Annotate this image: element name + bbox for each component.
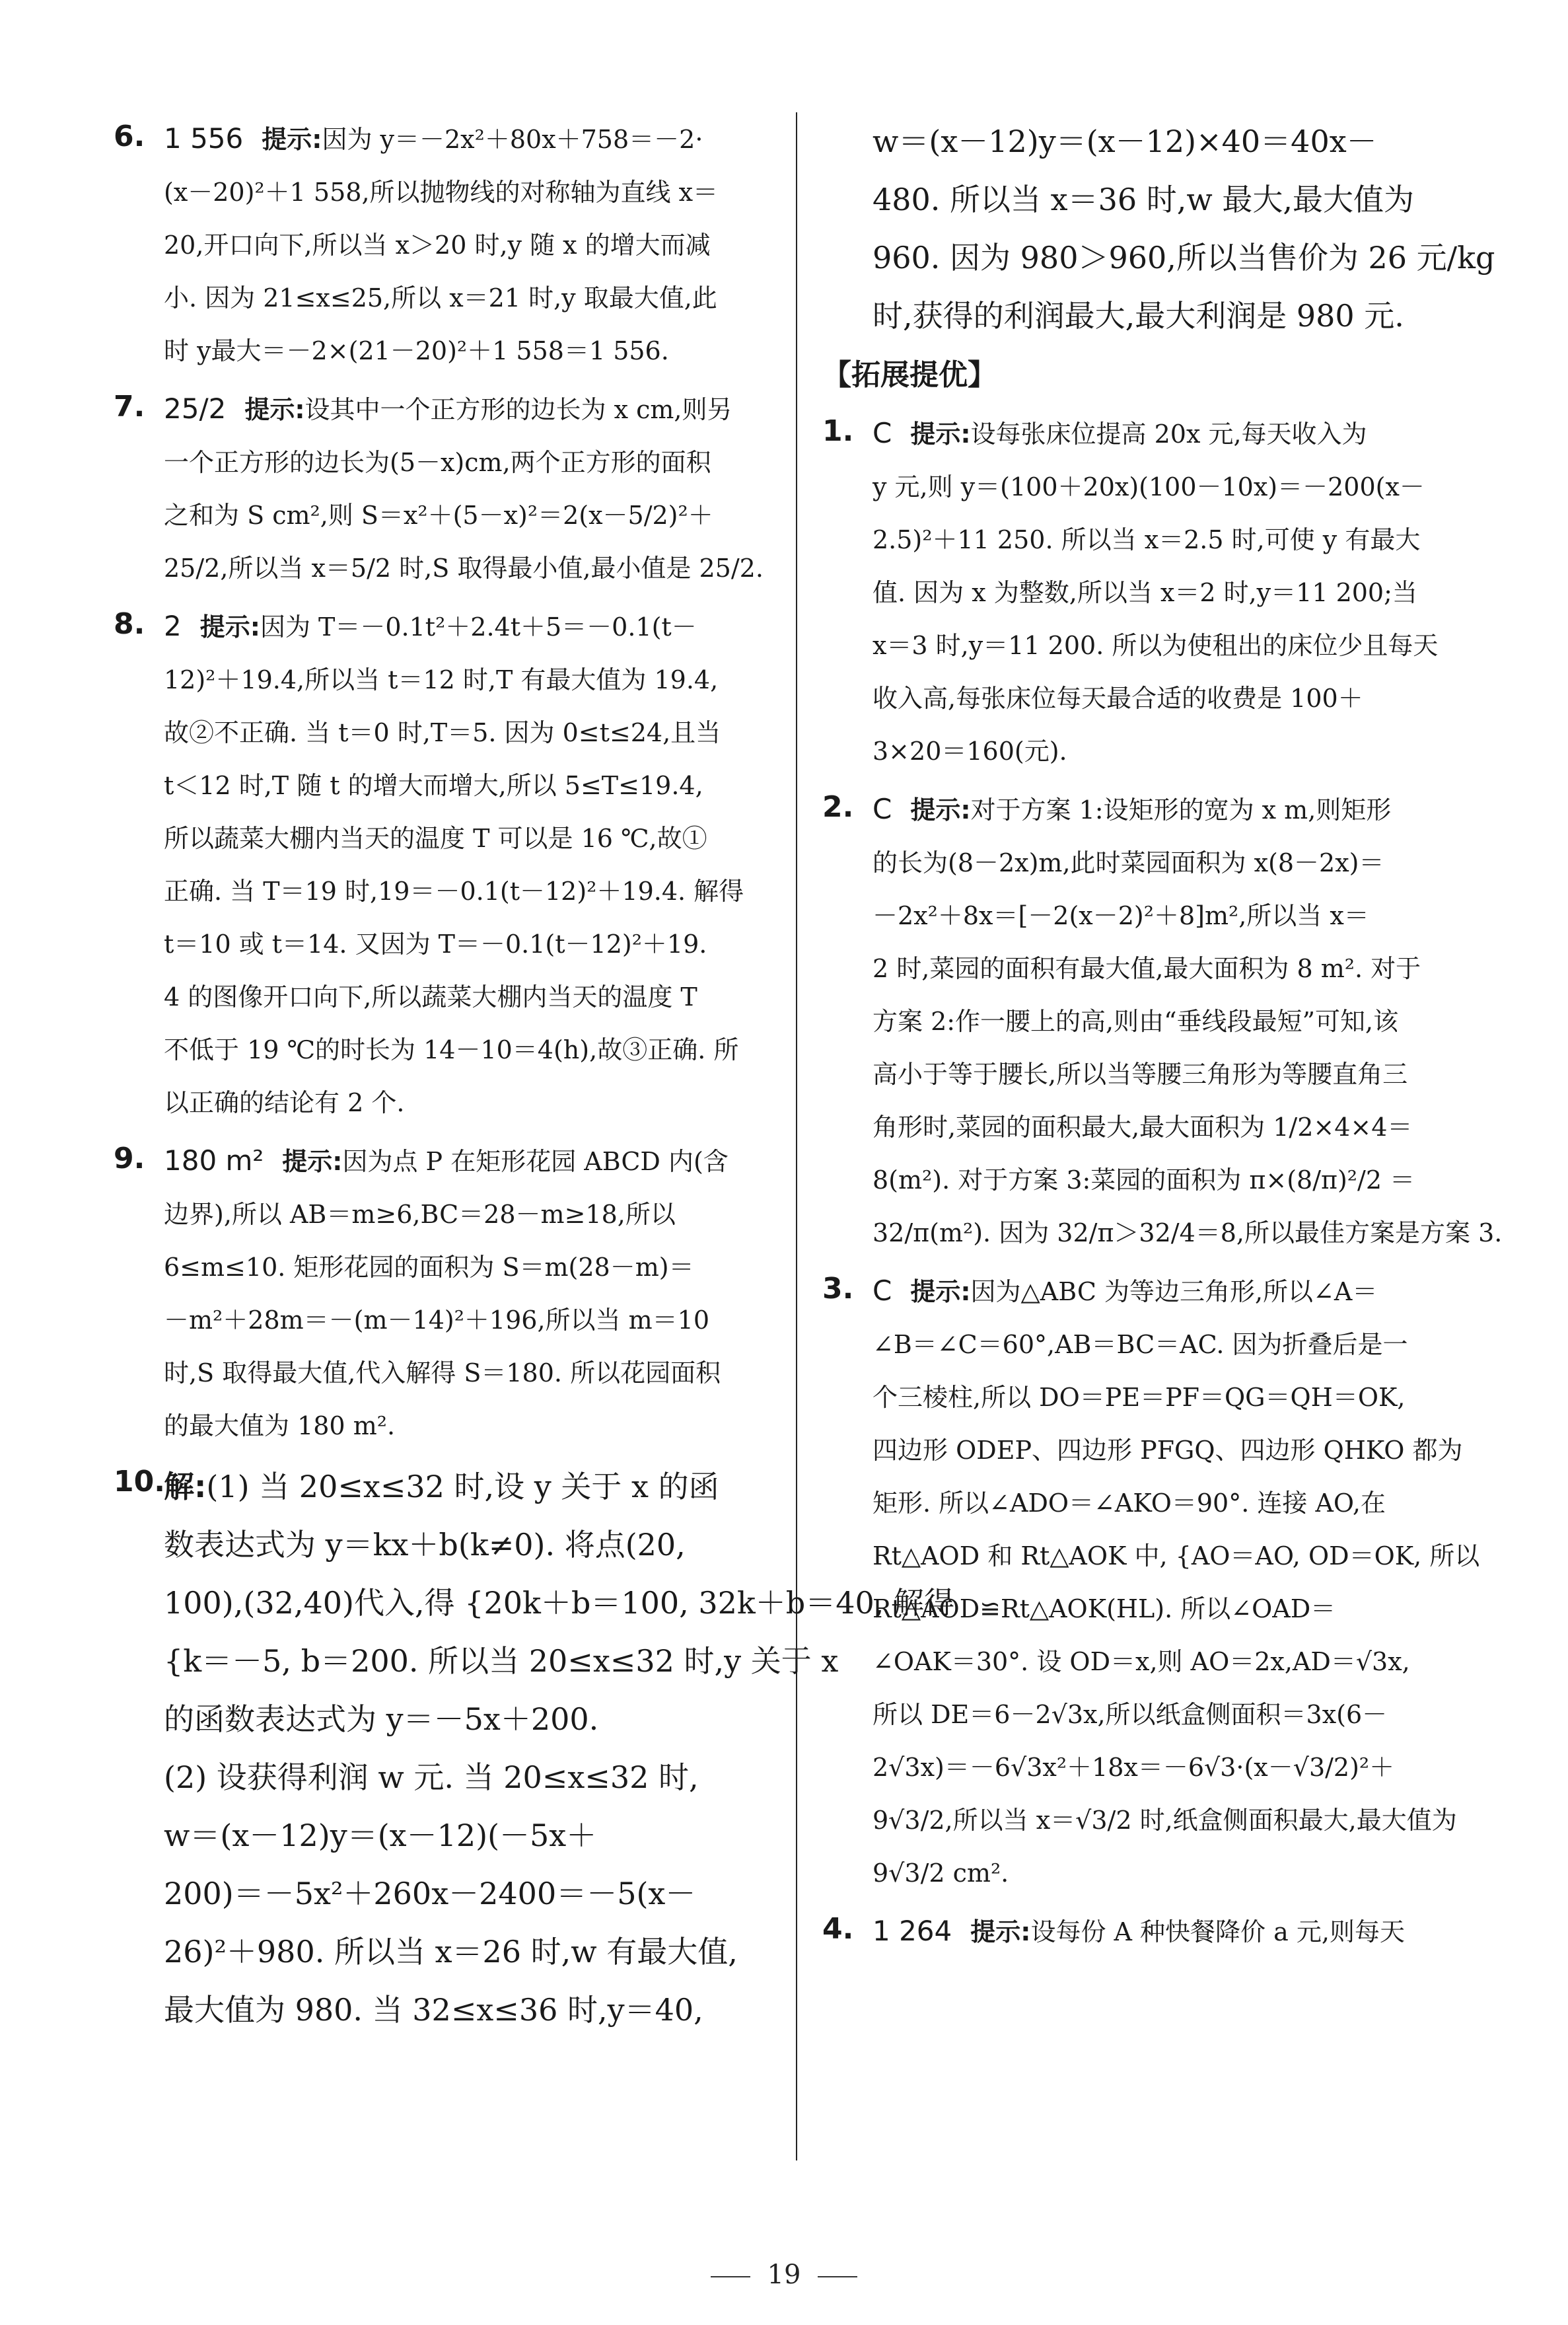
line-text: 8(m²). 对于方案 3:菜园的面积为 π×(8/π)²/2 ＝ [873, 1165, 1415, 1195]
answer-line [873, 1424, 1486, 1477]
line-text: x＝3 时,y＝11 200. 所以为使租出的床位少且每天 [873, 631, 1439, 660]
answer-line [873, 942, 1486, 995]
line-text: 20,开口向下,所以当 x＞20 时,y 随 x 的增大而减 [164, 231, 711, 260]
hint-label: 提示: [910, 420, 971, 449]
answer-line [873, 1635, 1486, 1688]
line-text: 4 的图像开口向下,所以蔬菜大棚内当天的温度 T [164, 982, 697, 1012]
line-text: 小. 因为 21≤x≤25,所以 x＝21 时,y 取最大值,此 [164, 283, 717, 313]
answer-line [873, 619, 1486, 672]
answer-item [114, 1134, 767, 1452]
answer-line [164, 1294, 767, 1347]
answer-line [873, 672, 1486, 725]
answer-item [822, 1265, 1486, 1900]
answer-line [873, 889, 1486, 942]
line-text: t＝10 或 t＝14. 又因为 T＝－0.1(t－12)²＋19. [164, 930, 707, 959]
answer-line [873, 1530, 1486, 1582]
item-number: 4. [822, 1912, 854, 1946]
right-column [822, 112, 1503, 1964]
line-text: 所以蔬菜大棚内当天的温度 T 可以是 16 ℃,故① [164, 824, 707, 853]
line-text: (2) 设获得利润 w 元. 当 20≤x≤32 时, [164, 1759, 699, 1795]
line-text: 四边形 ODEP、四边形 PFGQ、四边形 QHKO 都为 [873, 1436, 1463, 1465]
line-text: 9√3/2,所以当 x＝√3/2 时,纸盒侧面积最大,最大值为 [873, 1806, 1457, 1835]
line-text: 时 y最大＝－2×(21－20)²＋1 558＝1 556. [164, 336, 669, 365]
answer-line [873, 1206, 1503, 1259]
line-text: {k＝－5, b＝200. 所以当 20≤x≤32 时,y 关于 x [164, 1643, 839, 1679]
line-text: 值. 因为 x 为整数,所以当 x＝2 时,y＝11 200;当 [873, 578, 1417, 607]
page-footer [0, 2260, 1568, 2290]
answer-item [822, 407, 1486, 778]
answer-line [873, 566, 1486, 619]
line-text: 设每份 A 种快餐降价 a 元,则每天 [1030, 1917, 1405, 1946]
line-text: 一个正方形的边长为(5－x)cm,两个正方形的面积 [164, 448, 711, 477]
answer-line [164, 219, 767, 272]
answer-line [164, 1690, 767, 1748]
answer-line [164, 324, 767, 377]
answer-line [164, 1023, 767, 1076]
line-text: 因为△ABC 为等边三角形,所以∠A＝ [970, 1277, 1378, 1306]
line-text: 设每张床位提高 20x 元,每天收入为 [970, 420, 1367, 449]
line-text: 100),(32,40)代入,得 {20k＋b＝100, 32k＋b＝40, 解得 [164, 1585, 954, 1621]
line-text: 角形时,菜园的面积最大,最大面积为 1/2×4×4＝ [873, 1113, 1413, 1142]
line-text: 2√3x)＝－6√3x²＋18x＝－6√3·(x－√3/2)²＋ [873, 1753, 1395, 1782]
answer-line: 时,获得的利润最大,最大利润是 980 元. [873, 298, 1404, 334]
footer-dash-right [818, 2276, 857, 2277]
line-text: 正确. 当 T＝19 时,19＝－0.1(t－12)²＋19.4. 解得 [164, 877, 744, 906]
line-text: 收入高,每张床位每天最合适的收费是 100＋ [873, 684, 1363, 713]
answer-line [873, 1794, 1486, 1847]
line-text: 的函数表达式为 y＝－5x＋200. [164, 1701, 599, 1737]
line-text: 个三棱柱,所以 DO＝PE＝PF＝QG＝QH＝OK, [873, 1383, 1406, 1412]
answer-line [164, 436, 767, 489]
line-text: 之和为 S cm²,则 S＝x²＋(5－x)²＝2(x－5/2)²＋ [164, 501, 713, 530]
line-text: 25/2,所以当 x＝5/2 时,S 取得最小值,最小值是 25/2. [164, 554, 764, 583]
item-number: 9. [114, 1142, 145, 1175]
line-text: 的最大值为 180 m². [164, 1411, 396, 1440]
answer-line [164, 542, 767, 595]
answer-value: C [873, 1274, 892, 1307]
answer-line [873, 1582, 1486, 1635]
line-text: 矩形. 所以∠ADO＝∠AKO＝90°. 连接 AO,在 [873, 1489, 1386, 1518]
answer-line [164, 918, 767, 971]
answer-line [873, 1318, 1486, 1371]
answer-line [164, 1458, 767, 1516]
answer-line [873, 836, 1486, 889]
line-text: 12)²＋19.4,所以当 t＝12 时,T 有最大值为 19.4, [164, 665, 719, 694]
answer-line [873, 1048, 1486, 1101]
line-text: 不低于 19 ℃的时长为 14－10＝4(h),故③正确. 所 [164, 1035, 739, 1064]
item-number: 10. [114, 1465, 165, 1498]
answer-item [114, 112, 767, 377]
answer-line [873, 1905, 1486, 1958]
continued-solution [822, 112, 1495, 345]
answer-line [164, 272, 767, 324]
answer-line [873, 513, 1486, 566]
answer-value: C [873, 793, 892, 825]
answer-value: 25/2 [164, 392, 227, 425]
answer-line [164, 112, 767, 166]
line-text: 的长为(8－2x)m,此时菜园面积为 x(8－2x)＝ [873, 848, 1384, 877]
answer-line [164, 1399, 767, 1452]
line-text: ∠OAK＝30°. 设 OD＝x,则 AO＝2x,AD＝√3x, [873, 1647, 1410, 1676]
answer-line [873, 995, 1486, 1048]
hint-label: 提示: [199, 612, 260, 642]
line-text: 故②不正确. 当 t＝0 时,T＝5. 因为 0≤t≤24,且当 [164, 718, 721, 747]
answer-line [873, 1688, 1486, 1741]
line-text: 以正确的结论有 2 个. [164, 1088, 405, 1117]
answer-value: 1 264 [873, 1915, 952, 1947]
line-text: 9√3/2 cm². [873, 1859, 1009, 1888]
answer-line [873, 1154, 1486, 1206]
answer-value: 2 [164, 610, 182, 642]
answer-line [164, 865, 767, 918]
answer-line [164, 1188, 767, 1241]
line-text: 所以 DE＝6－2√3x,所以纸盒侧面积＝3x(6－ [873, 1700, 1388, 1729]
answer-line [164, 759, 767, 812]
answer-line [164, 1748, 767, 1806]
answer-value: 1 556 [164, 122, 244, 155]
item-number: 6. [114, 120, 145, 153]
hint-label: 提示: [910, 795, 971, 825]
hint-label: 提示: [262, 125, 322, 154]
line-text: 200)＝－5x²＋260x－2400＝－5(x－ [164, 1876, 696, 1911]
line-text: －m²＋28m＝－(m－14)²＋196,所以当 m＝10 [164, 1306, 710, 1335]
answer-line [164, 489, 767, 542]
line-text: 26)²＋980. 所以当 x＝26 时,w 有最大值, [164, 1934, 738, 1970]
answer-item [114, 383, 767, 595]
answer-line [164, 1516, 767, 1574]
answer-line [873, 1265, 1486, 1318]
line-text: 设其中一个正方形的边长为 x cm,则另 [304, 395, 732, 424]
answer-line [873, 1477, 1486, 1530]
answer-line [164, 600, 767, 653]
answer-item [114, 600, 767, 1129]
answer-line [164, 1632, 839, 1690]
answer-line [164, 383, 767, 436]
line-text: t＜12 时,T 随 t 的增大而增大,所以 5≤T≤19.4, [164, 771, 703, 800]
answer-line [873, 1741, 1486, 1794]
hint-label: 提示: [910, 1277, 971, 1306]
line-text: 因为点 P 在矩形花园 ABCD 内(含 [342, 1147, 729, 1176]
hint-label: 提示: [970, 1917, 1031, 1946]
line-text: 时,S 取得最大值,代入解得 S＝180. 所以花园面积 [164, 1358, 721, 1387]
answer-line: w＝(x－12)y＝(x－12)×40＝40x－ [873, 124, 1377, 159]
line-text: 方案 2:作一腰上的高,则由“垂线段最短”可知,该 [873, 1007, 1399, 1036]
answer-line [164, 653, 767, 706]
line-text: 边界),所以 AB＝m≥6,BC＝28－m≥18,所以 [164, 1200, 676, 1229]
line-text: 3×20＝160(元). [873, 737, 1067, 766]
line-text: 对于方案 1:设矩形的宽为 x m,则矩形 [970, 795, 1392, 825]
answer-line [164, 1076, 767, 1129]
answer-line [164, 971, 767, 1023]
line-text: 最大值为 980. 当 32≤x≤36 时,y＝40, [164, 1992, 703, 2028]
answer-line [164, 1134, 767, 1188]
line-text: Rt△AOD≌Rt△AOK(HL). 所以∠OAD＝ [873, 1594, 1336, 1623]
item-number: 1. [822, 414, 854, 448]
line-text: y 元,则 y＝(100＋20x)(100－10x)＝－200(x－ [873, 472, 1425, 501]
answer-item [822, 1905, 1486, 1958]
answer-line [164, 1347, 767, 1399]
footer-dash-left [711, 2276, 750, 2277]
page-number: 19 [767, 2260, 801, 2290]
answer-line [164, 1574, 954, 1632]
answer-line [164, 1806, 767, 1864]
answer-item [822, 783, 1503, 1259]
answer-line [164, 1923, 767, 1981]
section-title: 【拓展提优】 [822, 358, 997, 392]
line-text: Rt△AOD 和 Rt△AOK 中, {AO＝AO, OD＝OK, 所以 [873, 1541, 1480, 1570]
line-text: w＝(x－12)y＝(x－12)(－5x＋ [164, 1818, 597, 1853]
answer-line [164, 706, 767, 759]
solution-label: 解: [164, 1469, 207, 1504]
line-text: ∠B＝∠C＝60°,AB＝BC＝AC. 因为折叠后是一 [873, 1330, 1408, 1359]
answer-line [164, 1864, 767, 1923]
item-number: 8. [114, 607, 145, 641]
answer-line [873, 1101, 1486, 1154]
answer-line [873, 407, 1486, 461]
line-text: －2x²＋8x＝[－2(x－2)²＋8]m²,所以当 x＝ [873, 901, 1369, 930]
answer-value: C [873, 417, 892, 449]
hint-label: 提示: [282, 1147, 343, 1176]
item-number: 3. [822, 1272, 854, 1306]
answer-line [873, 461, 1486, 513]
answer-line: 960. 因为 980＞960,所以当售价为 26 元/kg [873, 240, 1495, 276]
answer-line: 480. 所以当 x＝36 时,w 最大,最大值为 [873, 182, 1415, 217]
answer-line [873, 1847, 1486, 1900]
answer-line [164, 1981, 767, 2039]
line-text: 高小于等于腰长,所以当等腰三角形为等腰直角三 [873, 1060, 1408, 1089]
hint-label: 提示: [244, 395, 305, 424]
answer-line [164, 166, 767, 219]
line-text: 数表达式为 y＝kx＋b(k≠0). 将点(20, [164, 1527, 686, 1563]
item-number: 2. [822, 790, 854, 824]
answer-line [873, 725, 1486, 778]
line-text: 6≤m≤10. 矩形花园的面积为 S＝m(28－m)＝ [164, 1253, 694, 1282]
column-divider [796, 112, 797, 2160]
answer-value: 180 m² [164, 1144, 264, 1177]
line-text: 因为 y＝－2x²＋80x＋758＝－2· [322, 125, 703, 154]
line-text: (1) 当 20≤x≤32 时,设 y 关于 x 的函 [206, 1469, 719, 1504]
line-text: 32/π(m²). 因为 32/π＞32/4＝8,所以最佳方案是方案 3. [873, 1218, 1503, 1247]
line-text: 2 时,菜园的面积有最大值,最大面积为 8 m². 对于 [873, 954, 1421, 983]
line-text: (x－20)²＋1 558,所以抛物线的对称轴为直线 x＝ [164, 178, 719, 207]
line-text: 2.5)²＋11 250. 所以当 x＝2.5 时,可使 y 有最大 [873, 525, 1421, 554]
answer-line [873, 1371, 1486, 1424]
answer-line [873, 783, 1486, 836]
item-number: 7. [114, 390, 145, 424]
answer-line [164, 1241, 767, 1294]
line-text: 因为 T＝－0.1t²＋2.4t＋5＝－0.1(t－ [260, 612, 697, 642]
answer-line [164, 812, 767, 865]
